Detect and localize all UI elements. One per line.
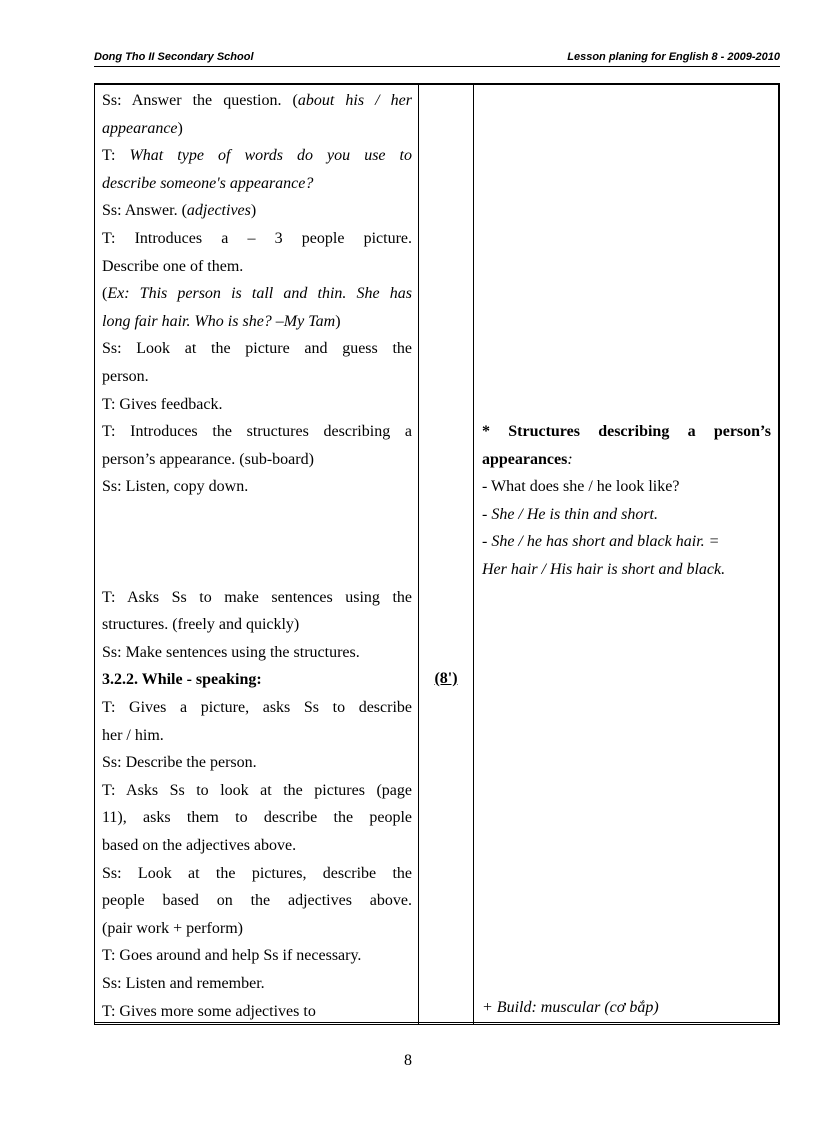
- text-line: structures. (freely and quickly): [102, 616, 300, 634]
- school-name: Dong Tho II Secondary School: [94, 51, 254, 63]
- text-line: T: Asks Ss to look at the pictures (page: [102, 781, 412, 799]
- text-line: T: Goes around and help Ss if necessary.: [102, 947, 362, 965]
- text-line: Ss: Answer. (adjectives): [102, 202, 257, 220]
- text-line: - What does she / he look like?: [482, 478, 680, 496]
- text-line: Her hair / His hair is short and black.: [482, 560, 726, 578]
- text-line: T: Gives feedback.: [102, 395, 223, 413]
- text-line: Ss: Describe the person.: [102, 754, 257, 772]
- text-line: her / him.: [102, 726, 164, 744]
- text-line: appearance): [102, 119, 183, 137]
- text-line: based on the adjectives above.: [102, 837, 297, 855]
- text-line: Ss: Make sentences using the structures.: [102, 643, 360, 661]
- column-divider-1: [418, 83, 419, 1025]
- text-line: Ss: Listen, copy down.: [102, 478, 249, 496]
- text-line: Ss: Answer the question. (about his / her: [102, 92, 413, 109]
- table-border-top: [94, 83, 780, 85]
- text-line: (Ex: This person is tall and thin. She has: [102, 285, 412, 303]
- text-line: describe someone's appearance?: [102, 174, 314, 192]
- activities-column: [102, 87, 412, 1025]
- text-line: people based on the adjectives above.: [102, 892, 412, 910]
- time-column: [418, 670, 474, 688]
- structure-heading-cont: appearances:: [482, 450, 573, 468]
- column-divider-2: [473, 83, 474, 1025]
- text-line: T: Introduces a – 3 people picture.: [102, 229, 412, 247]
- time-label: (8'): [434, 670, 458, 687]
- text-line: T: What type of words do you use to: [102, 147, 413, 165]
- text-line: T: Introduces the structures describing a: [102, 423, 412, 441]
- structure-heading: * Structures describing a person’s: [482, 423, 771, 440]
- text-line: T: Asks Ss to make sentences using the: [102, 588, 412, 606]
- table-border-left: [94, 83, 95, 1025]
- table-border-right: [778, 83, 780, 1025]
- text-line: Ss: Look at the pictures, describe the: [102, 864, 412, 882]
- text-line: T: Gives a picture, asks Ss to describe: [102, 699, 412, 717]
- section-heading: 3.2.2. While - speaking:: [102, 671, 262, 689]
- text-line: Ss: Look at the picture and guess the: [102, 340, 412, 358]
- lesson-table: [94, 83, 780, 1025]
- text-line: 11), asks them to describe the people: [102, 809, 412, 827]
- text-line: Ss: Listen and remember.: [102, 975, 265, 993]
- spacer: [102, 501, 412, 584]
- text-line: Describe one of them.: [102, 257, 244, 275]
- content-column: [482, 418, 771, 1016]
- text-line: person.: [102, 367, 149, 385]
- text-line: (pair work + perform): [102, 919, 243, 937]
- lesson-title: Lesson planing for English 8 - 2009-2010: [567, 51, 780, 63]
- page-number: 8: [404, 1052, 412, 1069]
- build-line: + Build: muscular (cơ bắp): [482, 999, 659, 1016]
- text-line: - She / he has short and black hair. =: [482, 533, 720, 551]
- page-header: [94, 50, 780, 67]
- text-line: long fair hair. Who is she? –My Tam): [102, 312, 341, 330]
- text-line: - She / He is thin and short.: [482, 505, 658, 523]
- text-line: person’s appearance. (sub-board): [102, 450, 314, 468]
- text-line: T: Gives more some adjectives to: [102, 1002, 316, 1020]
